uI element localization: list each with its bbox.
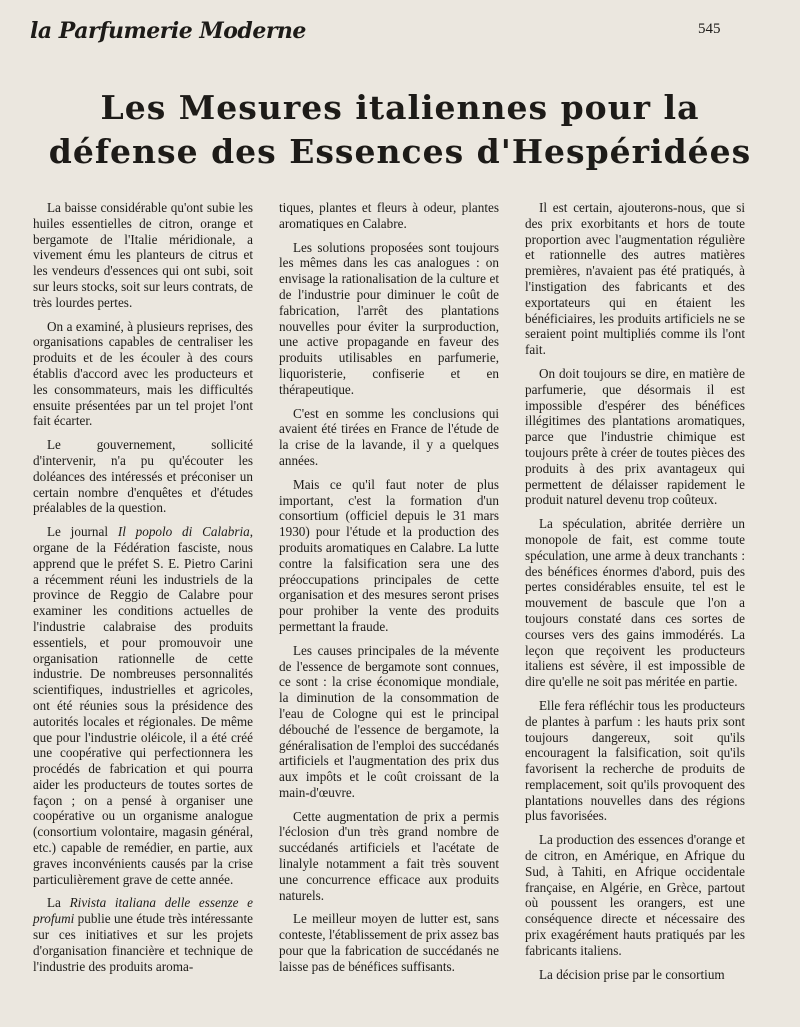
paragraph: On doit toujours se dire, en matière de parfumerie, que désormais il est impossible d'espérer des bénéfices illégitimes des plantations aromatiques, parce que l'industrie chimique est toujours prête à créer de toutes pièces des produits à des prix avantageux qui permettent de délaisser rapidement le produit naturel devenu trop coûteux. — [525, 365, 745, 508]
paragraph-text: publie une étude très intéressante sur ces initiatives et sur les projets d'organisation financière et technique de l'industrie des produits aroma- — [33, 911, 253, 974]
page-number: 545 — [698, 21, 721, 37]
text-column-3 — [525, 200, 745, 982]
paragraph-text: La — [47, 895, 70, 911]
masthead: la Parfumerie Moderne — [30, 18, 306, 44]
paragraph: Il est certain, ajouterons-nous, que si des prix exorbitants et hors de toute proportion avec l'augmentation régulière et rationnelle des autres matières premières, n'avaient pas été pratiqués, à l'instigation des fabricants et des exportateurs qui en étaient les bénéficiaires, les produits artificiels ne se seraient point multipliés comme ils l'ont fait. — [525, 200, 745, 358]
paragraph: La décision prise par le consortium — [539, 966, 725, 982]
paragraph: Elle fera réfléchir tous les producteurs de plantes à parfum : les hauts prix sont toujours dangereux, soit qu'ils encouragent la falsification, soit qu'ils favorisent la recherche de produits de remplacement, soit qu'ils provoquent des plantations nouvelles dans des régions plus favorisées. — [525, 697, 745, 824]
paragraph: Cette augmentation de prix a permis l'éclosion d'un très grand nombre de succédanés artificiels et l'acétate de linalyle notamment a fait très souvent une concurrence efficace aux produits naturels. — [279, 808, 499, 903]
article-title: Les Mesures italiennes pour la défense des Essences d'Hespéridées — [48, 88, 752, 171]
newspaper-title: Il popolo di Calabria — [117, 524, 250, 540]
journal-title: Rivista italiana delle essenze e profumi — [33, 895, 253, 927]
paragraph: La spéculation, abritée derrière un monopole de fait, est comme toute spéculation, une arme à deux tranchants : des bénéfices énormes d'abord, puis des pertes considérables ensuite, tel est le mouvement de bascule que l'on a toujours constaté dans ces sortes de courses vers des gains immodérés. La leçon que reçoivent les producteurs italiens est sévère, il est impossible de dire qu'elle ne soit pas méritée en partie. — [525, 516, 745, 690]
paragraph — [33, 895, 253, 974]
paragraph: On a examiné, à plusieurs reprises, des organisations capables de centraliser les produits et de les écouler à des cours établis d'accord avec les producteurs et les consommateurs, mais les difficultés ensuite présentées par un tel projet l'ont fait écarter. — [33, 318, 253, 429]
paragraph: C'est en somme les conclusions qui avaient été tirées en France de l'étude de la crise de la lavande, il y a quelques années. — [279, 405, 499, 468]
paragraph: La production des essences d'orange et de citron, en Amérique, en Afrique du Sud, à Tahiti, en Afrique occidentale française, en Algérie, en Grèce, partout où poussent les orangers, est une conséquence directe et nécessaire des prix exagérément hauts pratiqués par les fabricants italiens. — [525, 832, 745, 958]
text-column-1 — [33, 200, 253, 982]
paragraph-text: , organe de la Fédération fasciste, nous apprend que le préfet S. E. Pietro Carini a récemment réuni les industriels de la province de Reggio de Calabre pour examiner les conditions actuelles de l'industrie calabraise des produits essentiels, et pour promouvoir une organisation rationnelle de cette industrie. De nombreuses personnalités scientifiques, industrielles et agricoles, ont été réunies sous la présidence des autorités locales et régionales. De même que pour l'industrie oléicole, il a été créé une coopérative qui perfectionnera les procédés de fabrication et qui pourra aider les producteurs de toutes sortes de façon ; on a pensé à organiser une coopérative ou un organisme analogue (consortium volontaire, magasin général, etc.) capable de remédier, en partie, aux graves inconvénients causés par la crise particulièrement grave de cette année. — [33, 524, 254, 887]
article-body — [33, 200, 745, 982]
paragraph — [33, 524, 253, 887]
paragraph: La baisse considérable qu'ont subie les huiles essentielles de citron, orange et bergamote de l'Italie méridionale, a vivement ému les planteurs de citrus et les vendeurs d'essences qui ont subi, soit sur leurs stocks, soit sur leurs contrats, de très lourdes pertes. — [33, 200, 253, 310]
paragraph: Les causes principales de la mévente de l'essence de bergamote sont connues, ce sont : la crise économique mondiale, la diminution de la consommation de l'eau de Cologne qui est le principal débouché de l'essence de bergamote, la généralisation de l'emploi des succédanés artificiels et l'augmentation des prix dus aux impôts et le coût croissant de la main-d'œuvre. — [279, 642, 499, 800]
paragraph: tiques, plantes et fleurs à odeur, plantes aromatiques en Calabre. — [279, 200, 499, 231]
paragraph: Le meilleur moyen de lutter est, sans conteste, l'établissement de prix assez bas pour que la fabrication de succédanés ne laisse pas de bénéfices suffisants. — [279, 911, 499, 974]
paragraph: Le gouvernement, sollicité d'intervenir, n'a pu qu'écouter les doléances des intéressés et préconiser un certain nombre d'enquêtes et d'études préalables de la question. — [33, 437, 253, 516]
paragraph: Les solutions proposées sont toujours les mêmes dans les cas analogues : on envisage la rationalisation de la culture et de l'industrie pour diminuer le coût de fabrication, l'arrêt des plantations nouvelles pour éviter la surproduction, une active propagande en faveur des produits utilisables en parfumerie, liquoristerie, confiserie et en thérapeutique. — [279, 239, 499, 397]
paragraph-text: Le journal — [47, 524, 118, 540]
paragraph: Mais ce qu'il faut noter de plus important, c'est la formation d'un consortium (officiel depuis le 31 mars 1930) pour l'étude et la production des produits aromatiques en Calabre. La lutte contre la falsification sera une des préoccupations principales de cette organisation et des mesures seront prises pour prohiber la vente des produits permettant la fraude. — [279, 476, 499, 634]
text-column-2 — [279, 200, 499, 982]
